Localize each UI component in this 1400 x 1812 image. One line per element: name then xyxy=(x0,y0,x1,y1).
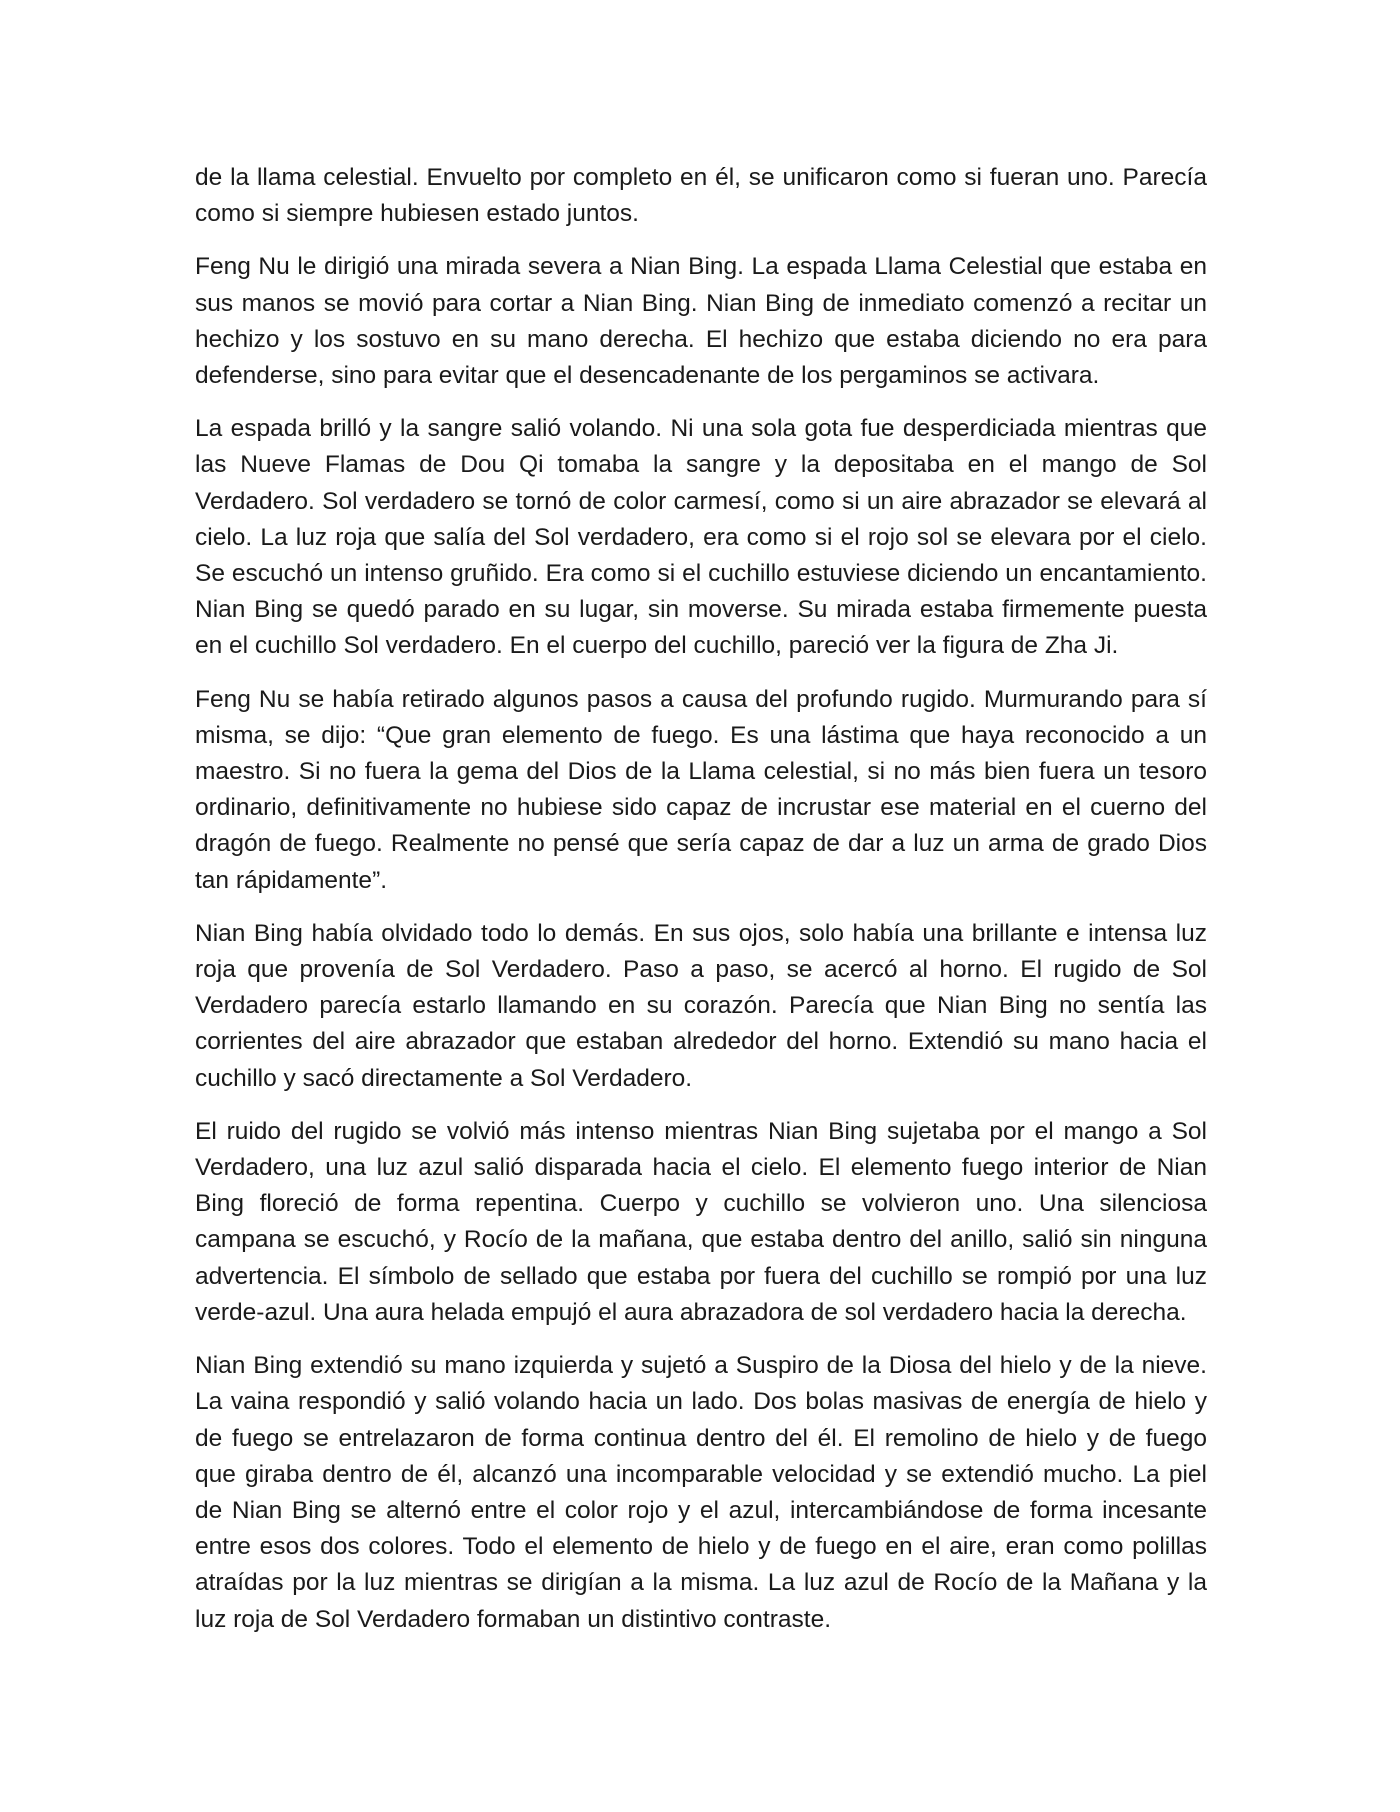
paragraph-7: Nian Bing extendió su mano izquierda y sujetó a Suspiro de la Diosa del hielo y de la nieve. La vaina respondió y salió volando hacia un lado. Dos bolas masivas de energía de hielo y de fuego se entrelazaron de forma continua dentro del él. El remolino de hielo y de fuego que giraba dentro de él, alcanzó una incomparable velocidad y se extendió mucho. La piel de Nian Bing se alternó entre el color rojo y el azul, intercambiándose de forma incesante entre esos dos colores. Todo el elemento de hielo y de fuego en el aire, eran como polillas atraídas por la luz mientras se dirigían a la misma. La luz azul de Rocío de la Mañana y la luz roja de Sol Verdadero formaban un distintivo contraste. xyxy=(195,1352,1207,1633)
document-body xyxy=(195,160,1207,1655)
paragraph-3: La espada brilló y la sangre salió volando. Ni una sola gota fue desperdiciada mientras que las Nueve Flamas de Dou Qi tomaba la sangre y la depositaba en el mango de Sol Verdadero. Sol verdadero se tornó de color carmesí, como si un aire abrazador se elevará al cielo. La luz roja que salía del Sol verdadero, era como si el rojo sol se elevara por el cielo. Se escuchó un intenso gruñido. Era como si el cuchillo estuviese diciendo un encantamiento. Nian Bing se quedó parado en su lugar, sin moverse. Su mirada estaba firmemente puesta en el cuchillo Sol verdadero. En el cuerpo del cuchillo, pareció ver la figura de Zha Ji. xyxy=(195,415,1207,660)
paragraph-4: Feng Nu se había retirado algunos pasos a causa del profundo rugido. Murmurando para sí misma, se dijo: “Que gran elemento de fuego. Es una lástima que haya reconocido a un maestro. Si no fuera la gema del Dios de la Llama celestial, si no más bien fuera un tesoro ordinario, definitivamente no hubiese sido capaz de incrustar ese material en el cuerno del dragón de fuego. Realmente no pensé que sería capaz de dar a luz un arma de grado Dios tan rápidamente”. xyxy=(195,685,1207,894)
paragraph-2: Feng Nu le dirigió una mirada severa a Nian Bing. La espada Llama Celestial que estaba en sus manos se movió para cortar a Nian Bing. Nian Bing de inmediato comenzó a recitar un hechizo y los sostuvo en su mano derecha. El hechizo que estaba diciendo no era para defenderse, sino para evitar que el desencadenante de los pergaminos se activara. xyxy=(195,253,1207,390)
paragraph-6: El ruido del rugido se volvió más intenso mientras Nian Bing sujetaba por el mango a Sol Verdadero, una luz azul salió disparada hacia el cielo. El elemento fuego interior de Nian Bing floreció de forma repentina. Cuerpo y cuchillo se volvieron uno. Una silenciosa campana se escuchó, y Rocío de la mañana, que estaba dentro del anillo, salió sin ninguna advertencia. El símbolo de sellado que estaba por fuera del cuchillo se rompió por una luz verde-azul. Una aura helada empujó el aura abrazadora de sol verdadero hacia la derecha. xyxy=(195,1117,1207,1326)
paragraph-1: de la llama celestial. Envuelto por completo en él, se unificaron como si fueran uno. Parecía como si siempre hubiesen estado juntos. xyxy=(195,164,1207,228)
paragraph-5: Nian Bing había olvidado todo lo demás. En sus ojos, solo había una brillante e intensa luz roja que provenía de Sol Verdadero. Paso a paso, se acercó al horno. El rugido de Sol Verdadero parecía estarlo llamando en su corazón. Parecía que Nian Bing no sentía las corrientes del aire abrazador que estaban alrededor del horno. Extendió su mano hacia el cuchillo y sacó directamente a Sol Verdadero. xyxy=(195,919,1207,1092)
